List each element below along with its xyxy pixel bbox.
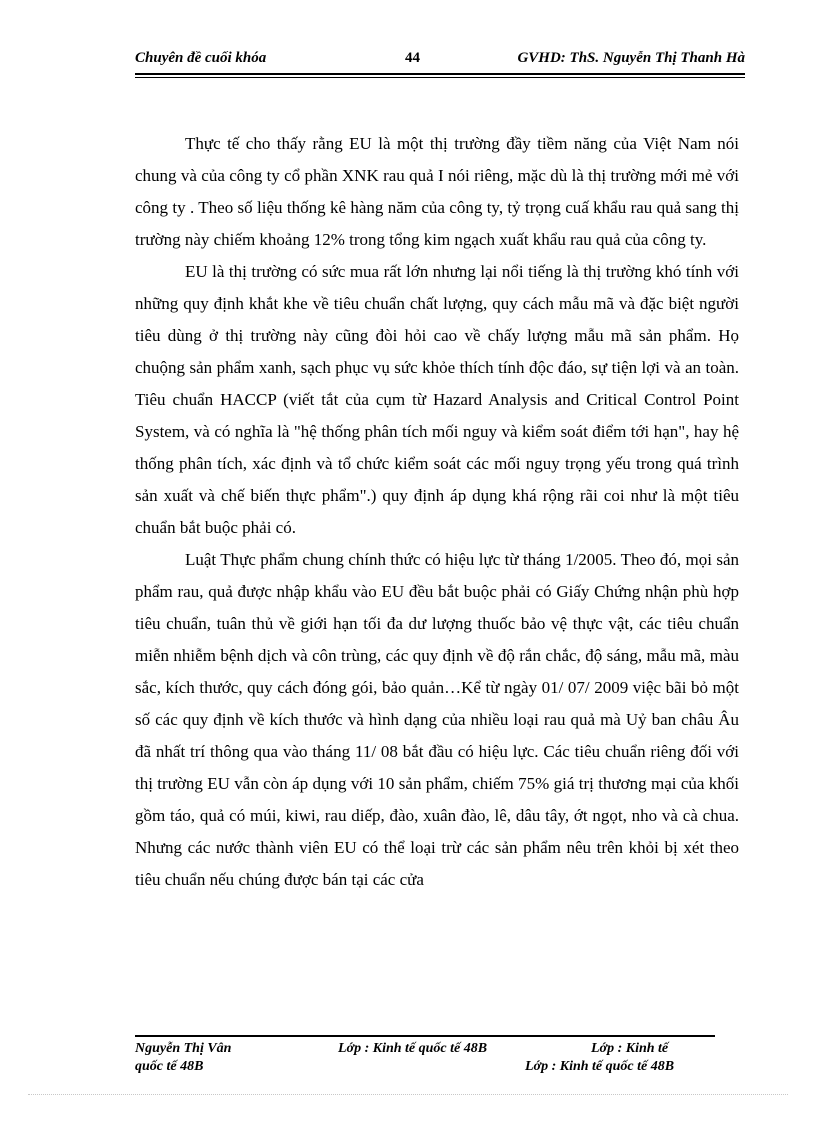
page-number: 44 <box>405 50 420 66</box>
header-supervisor: GVHD: ThS. Nguyễn Thị Thanh Hà <box>517 50 745 66</box>
page-header <box>135 48 745 72</box>
footer-class-1: Lớp : Kinh tế quốc tế 48B <box>338 1041 488 1056</box>
footer-author: Nguyễn Thị Vân <box>135 1041 232 1056</box>
header-title: Chuyên đề cuối khóa <box>135 50 267 66</box>
footer-continuation: quốc tế 48B <box>135 1059 204 1074</box>
page-edge <box>28 1094 788 1095</box>
paragraph-2: EU là thị trường có sức mua rất lớn nhưng lại nổi tiếng là thị trường khó tính với những quy định khắt khe về tiêu chuẩn chất lượng, quy cách mẫu mã và đặc biệt người tiêu dùng ở thị trường này cũng đòi hỏi cao về chấy lượng mẫu mã sản phẩm. Họ chuộng sản phẩm xanh, sạch phục vụ sức khỏe thích tính độc đáo, sự tiện lợi và an toàn. Tiêu chuẩn HACCP (viết tắt của cụm từ Hazard Analysis and Critical Control Point System, và có nghĩa là "hệ thống phân tích mối nguy và kiểm soát điểm tới hạn", hay hệ thống phân tích, xác định và tổ chức kiểm soát các mối nguy trọng yếu trong quá trình sản xuất và chế biến thực phẩm".) quy định áp dụng khá rộng rãi coi như là một tiêu chuẩn bắt buộc phải có. <box>135 262 739 537</box>
paragraph-1: Thực tế cho thấy rằng EU là một thị trường đầy tiềm năng của Việt Nam nói chung và của công ty cổ phần XNK rau quả I nói riêng, mặc dù là thị trường mới mẻ với công ty . Theo số liệu thống kê hàng năm của công ty, tỷ trọng cuấ khẩu rau quả sang thị trường này chiếm khoảng 12% trong tổng kim ngạch xuất khẩu rau quả của công ty. <box>135 134 739 249</box>
paragraph-3: Luật Thực phẩm chung chính thức có hiệu lực từ tháng 1/2005. Theo đó, mọi sản phẩm rau, quả được nhập khẩu vào EU đều bắt buộc phải có Giấy Chứng nhận phù hợp tiêu chuẩn, tuân thủ về giới hạn tối đa dư lượng thuốc bảo vệ thực vật, các tiêu chuẩn miễn nhiễm bệnh dịch và côn trùng, các quy định về độ rắn chắc, độ sáng, mẫu mã, màu sắc, kích thước, quy cách đóng gói, bảo quản…Kể từ ngày 01/ 07/ 2009 việc bãi bỏ một số các quy định về kích thước và hình dạng của nhiều loại rau quả mà Uỷ ban châu Âu đã nhất trí thông qua vào tháng 11/ 08 bắt đầu có hiệu lực. Các tiêu chuẩn riêng đối với thị trường EU vẫn còn áp dụng với 10 sản phẩm, chiếm 75% giá trị thương mại của khối gồm táo, quả có múi, kiwi, rau diếp, đào, xuân đào, lê, dâu tây, ớt ngọt, nho và cà chua. Nhưng các nước thành viên EU có thể loại trừ các sản phẩm nêu trên khỏi bị xét theo tiêu chuẩn nếu chúng được bán tại các cửa <box>135 550 739 889</box>
header-rule <box>135 73 745 75</box>
footer-rule <box>135 1035 715 1037</box>
document-body <box>135 128 739 896</box>
footer-class-2: Lớp : Kinh tế <box>591 1041 669 1056</box>
page-footer <box>135 1040 735 1080</box>
footer-class-3: Lớp : Kinh tế quốc tế 48B <box>525 1059 675 1074</box>
header-rule-thin <box>135 77 745 78</box>
